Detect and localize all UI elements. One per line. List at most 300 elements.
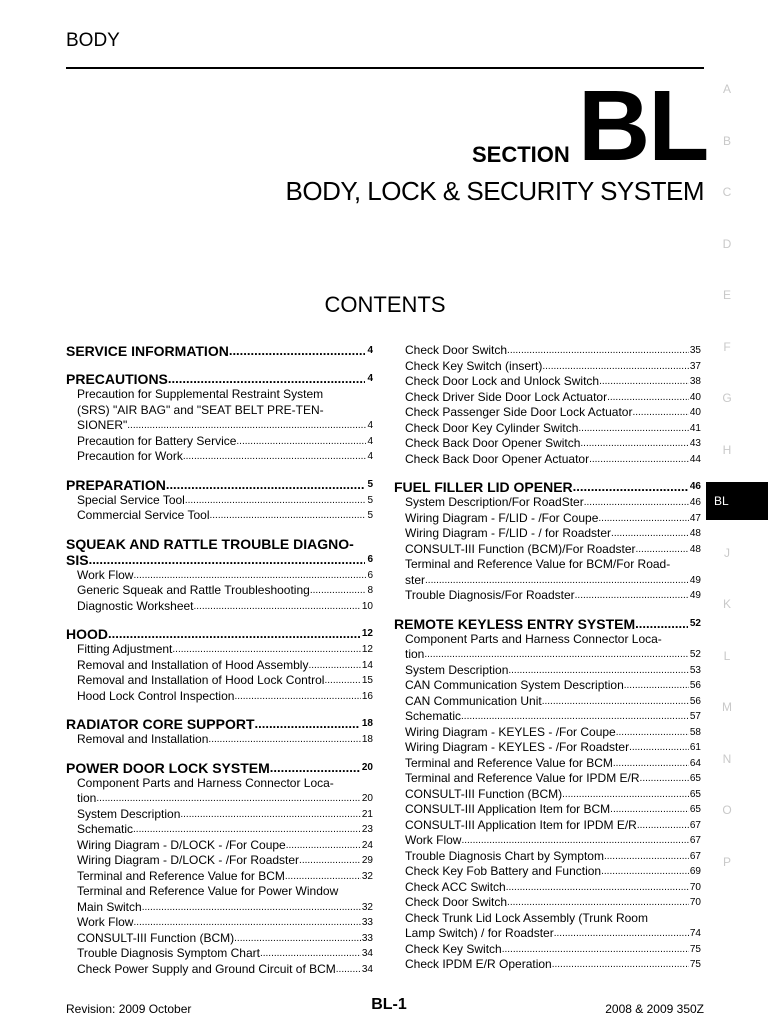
toc-item-entry[interactable] [394, 771, 701, 787]
toc-item-entry[interactable] [394, 942, 701, 958]
toc-entry-page: 16 [361, 690, 373, 702]
toc-entry-page: 35 [689, 345, 701, 356]
toc-entry-page: 69 [689, 866, 701, 877]
toc-entry-page: 24 [361, 839, 373, 851]
toc-leader-dots [635, 616, 688, 632]
toc-leader-dots [636, 542, 689, 558]
header-label: BODY [66, 30, 120, 51]
toc-leader-dots [308, 658, 360, 674]
toc-entry-page: 37 [689, 360, 701, 372]
toc-section-entry[interactable] [66, 552, 373, 568]
toc-item-entry[interactable] [394, 880, 701, 896]
section-label: SECTION [472, 142, 570, 167]
toc-item-entry[interactable] [394, 343, 701, 359]
toc-item-entry[interactable] [66, 449, 373, 465]
toc-entry-page: 20 [361, 761, 373, 773]
section-code: BL [578, 70, 708, 182]
toc-leader-dots [310, 583, 367, 599]
toc-entry-title: Check Key Fob Battery and Function [405, 864, 602, 878]
toc-entry-title: Check Power Supply and Ground Circuit of BCM [77, 961, 336, 976]
toc-entry-page: 48 [689, 543, 701, 555]
toc-entry-title: POWER DOOR LOCK SYSTEM [66, 759, 270, 776]
toc-entry-title: CONSULT-III Application Item for IPDM E/R [405, 817, 637, 832]
toc-entry-page: 40 [689, 407, 701, 418]
toc-item-entry[interactable] [394, 864, 701, 880]
toc-item-entry[interactable] [394, 833, 701, 849]
toc-leader-dots [562, 787, 689, 803]
toc-entry-title: Check Door Switch [405, 343, 508, 357]
toc-item-entry[interactable] [66, 508, 373, 524]
toc-entry-page: 34 [361, 948, 373, 959]
toc-item-entry[interactable] [394, 588, 701, 604]
toc-entry-title: Check Back Door Opener Actuator [405, 451, 590, 466]
toc-entry-page: 65 [689, 773, 701, 784]
toc-item-entry[interactable]: Check Trunk Lid Lock Assembly (Trunk Room [405, 910, 648, 925]
toc-section-entry[interactable] [66, 760, 373, 776]
toc-leader-dots [637, 818, 689, 834]
toc-leader-dots [133, 822, 361, 838]
toc-leader-dots [286, 838, 361, 854]
toc-leader-dots [640, 771, 689, 787]
toc-item-entry[interactable] [394, 957, 701, 973]
section-tab-h[interactable]: H [722, 442, 732, 457]
toc-section-entry[interactable] [394, 616, 701, 632]
toc-entry-title: Check Door Lock and Unlock Switch [405, 374, 600, 388]
toc-entry-page: 70 [689, 897, 701, 908]
toc-entry-page: 75 [689, 959, 701, 970]
toc-item-entry[interactable] [394, 725, 701, 741]
toc-leader-dots [234, 931, 361, 947]
toc-leader-dots [336, 962, 361, 978]
toc-item-entry[interactable] [66, 900, 373, 916]
toc-entry-title: Precaution for Work [77, 449, 183, 463]
toc-item-entry[interactable] [394, 849, 701, 865]
toc-entry-title: Wiring Diagram - KEYLES - /For Roadster [405, 740, 630, 754]
section-tab-f[interactable]: F [723, 339, 731, 354]
toc-leader-dots [624, 678, 689, 694]
toc-entry-title: Check Back Door Opener Switch [405, 436, 581, 450]
toc-leader-dots [234, 689, 360, 705]
toc-item-entry[interactable] [66, 583, 373, 599]
toc-item-entry[interactable] [394, 756, 701, 772]
toc-item-entry[interactable] [394, 926, 701, 942]
toc-entry-title: Wiring Diagram - D/LOCK - /For Coupe [77, 837, 286, 852]
toc-item-entry[interactable] [394, 694, 701, 710]
toc-entry-page: 5 [367, 478, 373, 490]
toc-entry-page: 4 [367, 373, 373, 384]
toc-item-entry[interactable] [394, 740, 701, 756]
toc-leader-dots [185, 493, 367, 509]
toc-entry-title: Removal and Installation of Hood Assembly [77, 657, 309, 672]
toc-entry-page: 4 [367, 451, 373, 462]
toc-item-entry[interactable] [66, 732, 373, 748]
toc-entry-title: Check Passenger Side Door Lock Actuator [405, 405, 633, 419]
toc-entry-page: 33 [361, 917, 373, 928]
section-tab-bl[interactable]: BL [706, 482, 768, 520]
toc-entry-title: Wiring Diagram - F/LID - / for Roadster [405, 526, 612, 540]
section-tab-l[interactable]: L [723, 648, 731, 663]
section-tab-d[interactable]: D [722, 236, 732, 251]
toc-entry-title: tion [405, 647, 425, 661]
toc-entry-title: Schematic [77, 822, 134, 836]
section-tab-e[interactable]: E [722, 288, 731, 302]
toc-item-entry[interactable] [394, 573, 701, 589]
toc-entry-page: 65 [689, 788, 701, 800]
section-title: BODY, LOCK & SECURITY SYSTEM [285, 176, 704, 206]
toc-leader-dots [506, 880, 689, 896]
toc-entry-page: 48 [689, 528, 701, 539]
toc-leader-dots [508, 663, 689, 679]
toc-leader-dots [589, 452, 689, 468]
toc-leader-dots [604, 849, 689, 865]
toc-leader-dots [507, 343, 689, 359]
toc-leader-dots [598, 511, 688, 527]
toc-leader-dots [580, 436, 688, 452]
toc-entry-page: 40 [689, 391, 701, 403]
toc-entry-page: 52 [689, 649, 701, 660]
toc-entry-page: 53 [689, 664, 701, 676]
toc-entry-page: 67 [689, 819, 701, 831]
toc-entry-title: CONSULT-III Function (BCM) [77, 930, 235, 945]
toc-entry-page: 64 [689, 757, 701, 769]
toc-item-entry[interactable] [394, 802, 701, 818]
toc-entry-title: SERVICE INFORMATION [66, 343, 229, 359]
toc-entry-title: Fitting Adjustment [77, 642, 173, 656]
toc-section-entry[interactable] [394, 479, 701, 495]
toc-item-entry[interactable] [66, 853, 373, 869]
toc-entry-page: 15 [361, 675, 373, 686]
toc-entry-page: 29 [361, 855, 373, 866]
toc-leader-dots [610, 802, 689, 818]
toc-entry-title: Removal and Installation of Hood Lock Control [77, 673, 325, 687]
toc-leader-dots [461, 709, 689, 725]
toc-entry-title: Check IPDM E/R Operation [405, 957, 552, 971]
toc-entry-title: Wiring Diagram - KEYLES - /For Coupe [405, 724, 616, 739]
toc-entry-title: Commercial Service Tool [77, 508, 210, 522]
toc-item-entry[interactable]: Precaution for Supplemental Restraint System [77, 387, 324, 401]
toc-item-entry[interactable] [394, 709, 701, 725]
toc-leader-dots [507, 895, 689, 911]
toc-entry-title: Work Flow [405, 833, 462, 847]
section-tab-m[interactable]: M [722, 700, 732, 714]
toc-section-entry[interactable] [66, 626, 373, 642]
toc-entry-page: 32 [361, 870, 373, 882]
toc-leader-dots [270, 760, 360, 776]
toc-leader-dots [616, 725, 689, 741]
toc-entry-page: 67 [689, 850, 701, 862]
toc-entry-title: Removal and Installation [77, 732, 209, 746]
section-tab-p[interactable]: P [722, 854, 731, 869]
toc-leader-dots [542, 694, 689, 710]
toc-item-entry[interactable]: Component Parts and Harness Connector Loca- [77, 775, 334, 790]
toc-item-entry[interactable]: Terminal and Reference Value for BCM/For Road- [405, 557, 671, 571]
toc-entry-title: Diagnostic Worksheet [77, 598, 194, 613]
toc-item-entry[interactable] [66, 658, 373, 674]
toc-item-entry[interactable] [394, 511, 701, 527]
toc-entry-title: Wiring Diagram - D/LOCK - /For Roadster [77, 853, 300, 867]
toc-entry-page: 4 [367, 420, 373, 431]
toc-entry-title: PRECAUTIONS [66, 371, 168, 387]
toc-item-entry[interactable] [66, 962, 373, 978]
toc-entry-page: 57 [689, 711, 701, 722]
toc-entry-title: tion [77, 791, 97, 805]
toc-leader-dots [584, 495, 689, 511]
toc-entry-page: 58 [689, 726, 701, 738]
toc-leader-dots [324, 673, 360, 689]
toc-entry-title: Check Key Switch (insert) [405, 358, 543, 373]
toc-entry-page: 46 [689, 497, 701, 508]
toc-entry-title: CONSULT-III Function (BCM) [405, 786, 563, 801]
toc-item-entry[interactable] [394, 895, 701, 911]
toc-entry-title: Hood Lock Control Inspection [77, 688, 235, 703]
toc-entry-title: Terminal and Reference Value for BCM [77, 868, 285, 883]
toc-entry-page: 70 [689, 881, 701, 893]
toc-item-entry[interactable] [394, 436, 701, 452]
toc-entry-page: 43 [689, 438, 701, 449]
toc-item-entry[interactable] [66, 946, 373, 962]
toc-entry-page: 56 [689, 695, 701, 707]
toc-entry-page: 12 [361, 628, 373, 639]
toc-item-entry[interactable] [66, 673, 373, 689]
section-tab-k[interactable]: K [722, 597, 731, 611]
section-tab-o[interactable]: O [722, 803, 732, 817]
toc-item-entry[interactable] [394, 818, 701, 834]
toc-leader-dots [599, 374, 689, 390]
toc-section-entry[interactable]: SQUEAK AND RATTLE TROUBLE DIAGNO- [66, 535, 354, 552]
toc-item-entry[interactable] [66, 822, 373, 838]
toc-item-entry[interactable]: (SRS) "AIR BAG" and "SEAT BELT PRE-TEN- [77, 402, 324, 417]
toc-leader-dots [183, 449, 367, 465]
toc-entry-title: System Description [405, 662, 509, 677]
toc-section-entry[interactable] [66, 371, 373, 387]
toc-leader-dots [180, 807, 361, 823]
toc-entry-page: 34 [361, 963, 373, 975]
toc-item-entry[interactable]: Terminal and Reference Value for Power Window [77, 884, 339, 898]
toc-entry-title: Check Key Switch [405, 941, 502, 956]
toc-entry-page: 56 [689, 680, 701, 691]
toc-entry-title: ster [405, 572, 426, 587]
toc-entry-title: CONSULT-III Function (BCM)/For Roadster [405, 541, 636, 556]
toc-entry-title: CAN Communication System Description [405, 678, 624, 692]
toc-entry-title: Check Door Switch [405, 895, 508, 909]
toc-item-entry[interactable] [394, 526, 701, 542]
toc-item-entry[interactable] [66, 599, 373, 615]
toc-leader-dots [552, 957, 689, 973]
toc-entry-page: 14 [361, 659, 373, 671]
section-tab-j[interactable]: J [724, 545, 730, 560]
toc-leader-dots [89, 552, 366, 568]
toc-leader-dots [601, 864, 689, 880]
toc-leader-dots [142, 900, 361, 916]
toc-leader-dots [554, 926, 689, 942]
toc-entry-page: 61 [689, 742, 701, 753]
toc-entry-page: 67 [689, 835, 701, 846]
toc-entry-title: SIS [66, 551, 89, 568]
toc-entry-title: SIONER" [77, 418, 128, 432]
toc-leader-dots [575, 588, 689, 604]
toc-entry-page: 8 [367, 585, 373, 596]
section-tab-b[interactable]: B [722, 133, 731, 148]
toc-entry-title: CAN Communication Unit [405, 693, 542, 708]
toc-leader-dots [611, 526, 689, 542]
toc-leader-dots [502, 942, 689, 958]
toc-leader-dots [208, 732, 360, 748]
toc-leader-dots [127, 418, 366, 434]
toc-item-entry[interactable] [66, 791, 373, 807]
toc-entry-title: Main Switch [77, 899, 142, 914]
toc-entry-page: 41 [689, 422, 701, 434]
toc-entry-title: System Description/For RoadSter [405, 495, 584, 509]
toc-leader-dots [425, 573, 689, 589]
toc-section-entry[interactable] [66, 343, 373, 359]
toc-leader-dots [299, 853, 361, 869]
toc-entry-title: Trouble Diagnosis Chart by Symptom [405, 848, 604, 863]
toc-entry-page: 74 [689, 928, 701, 939]
toc-entry-page: 49 [689, 590, 701, 601]
toc-item-entry[interactable] [66, 493, 373, 509]
toc-entry-title: Precaution for Battery Service [77, 433, 237, 448]
toc-leader-dots [285, 869, 361, 885]
toc-item-entry[interactable] [394, 647, 701, 663]
section-tab-g[interactable]: G [722, 391, 732, 405]
toc-entry-page: 38 [689, 376, 701, 387]
toc-entry-page: 32 [361, 901, 373, 913]
toc-leader-dots [578, 421, 688, 437]
toc-item-entry[interactable] [66, 689, 373, 705]
toc-leader-dots [255, 716, 360, 732]
toc-item-entry[interactable] [394, 542, 701, 558]
toc-entry-page: 75 [689, 943, 701, 955]
toc-entry-page: 12 [361, 644, 373, 655]
toc-entry-title: Terminal and Reference Value for BCM [405, 755, 613, 770]
toc-leader-dots [236, 434, 366, 450]
toc-leader-dots [461, 833, 688, 849]
toc-entry-title: Check ACC Switch [405, 879, 506, 894]
toc-entry-page: 6 [367, 553, 373, 565]
toc-item-entry[interactable] [394, 678, 701, 694]
contents-title: CONTENTS [324, 292, 446, 317]
toc-entry-title: Work Flow [77, 915, 134, 929]
toc-leader-dots [133, 568, 366, 584]
toc-item-entry[interactable] [394, 359, 701, 375]
toc-entry-title: Check Driver Side Door Lock Actuator [405, 389, 608, 404]
toc-item-entry[interactable] [66, 915, 373, 931]
toc-entry-title: Trouble Diagnosis Symptom Chart [77, 946, 260, 960]
toc-left-column [66, 343, 373, 977]
toc-item-entry[interactable] [394, 663, 701, 679]
toc-leader-dots [424, 647, 689, 663]
toc-leader-dots [542, 359, 689, 375]
toc-leader-dots [133, 915, 360, 931]
toc-section-entry[interactable] [66, 716, 373, 732]
toc-entry-page: 23 [361, 824, 373, 835]
toc-entry-page: 21 [361, 808, 373, 820]
toc-entry-title: PREPARATION [66, 476, 166, 493]
footer-model: 2008 & 2009 350Z [605, 1002, 704, 1016]
toc-item-entry[interactable] [394, 374, 701, 390]
toc-leader-dots [96, 791, 361, 807]
toc-item-entry[interactable]: Component Parts and Harness Connector Loca- [405, 631, 662, 646]
toc-item-entry[interactable] [66, 418, 373, 434]
toc-item-entry[interactable] [66, 807, 373, 823]
toc-entry-title: Work Flow [77, 567, 134, 582]
toc-entry-page: 65 [689, 804, 701, 815]
toc-item-entry[interactable] [394, 405, 701, 421]
toc-item-entry[interactable] [394, 390, 701, 406]
toc-leader-dots [573, 479, 688, 495]
footer-page-id: BL-1 [371, 996, 407, 1013]
toc-leader-dots [172, 642, 360, 658]
toc-entry-page: 18 [361, 734, 373, 745]
toc-item-entry[interactable] [394, 787, 701, 803]
toc-item-entry[interactable] [394, 421, 701, 437]
toc-entry-title: RADIATOR CORE SUPPORT [66, 716, 255, 732]
toc-entry-title: Wiring Diagram - F/LID - /For Coupe [405, 510, 599, 525]
toc-entry-page: 47 [689, 512, 701, 524]
toc-entry-page: 44 [689, 453, 701, 465]
toc-entry-title: System Description [77, 806, 181, 821]
toc-entry-title: CONSULT-III Application Item for BCM [405, 802, 611, 816]
toc-entry-title: HOOD [66, 626, 108, 642]
footer-revision: Revision: 2009 October [66, 1002, 192, 1016]
toc-entry-page: 4 [367, 345, 373, 356]
toc-entry-page: 6 [367, 569, 373, 581]
toc-item-entry[interactable] [66, 931, 373, 947]
toc-entry-title: Check Door Key Cylinder Switch [405, 420, 579, 435]
toc-entry-page: 49 [689, 574, 701, 586]
toc-item-entry[interactable] [66, 869, 373, 885]
toc-leader-dots [210, 508, 367, 524]
toc-right-column [394, 343, 701, 973]
toc-leader-dots [632, 405, 688, 421]
toc-entry-page: 46 [689, 481, 701, 492]
toc-entry-page: 52 [689, 617, 701, 629]
toc-leader-dots [607, 390, 689, 406]
toc-leader-dots [108, 626, 360, 642]
toc-entry-title: REMOTE KEYLESS ENTRY SYSTEM [394, 615, 636, 632]
toc-leader-dots [168, 371, 366, 387]
toc-item-entry[interactable] [66, 568, 373, 584]
toc-entry-page: 20 [361, 793, 373, 804]
toc-entry-title: Lamp Switch) / for Roadster [405, 926, 554, 940]
toc-entry-title: Special Service Tool [77, 492, 185, 507]
toc-leader-dots [613, 756, 689, 772]
toc-entry-page: 4 [367, 435, 373, 447]
section-tab-n[interactable]: N [722, 751, 732, 766]
toc-item-entry[interactable] [394, 495, 701, 511]
toc-entry-page: 5 [367, 494, 373, 506]
toc-entry-title: Trouble Diagnosis/For Roadster [405, 588, 575, 602]
toc-entry-page: 10 [361, 600, 373, 612]
toc-item-entry[interactable] [394, 452, 701, 468]
toc-item-entry[interactable] [66, 838, 373, 854]
toc-entry-title: Schematic [405, 709, 462, 723]
section-tab-a[interactable]: A [722, 82, 731, 96]
toc-leader-dots [229, 343, 366, 359]
toc-entry-title: FUEL FILLER LID OPENER [394, 479, 573, 495]
toc-leader-dots [260, 946, 361, 962]
header-rule [66, 67, 704, 69]
toc-entry-page: 5 [367, 510, 373, 521]
toc-entry-page: 18 [361, 718, 373, 729]
toc-leader-dots [629, 740, 689, 756]
toc-section-entry[interactable] [66, 477, 373, 493]
section-tab-c[interactable]: C [722, 185, 732, 199]
toc-leader-dots [166, 477, 366, 493]
toc-item-entry[interactable] [66, 642, 373, 658]
toc-entry-title: Generic Squeak and Rattle Troubleshooting [77, 583, 310, 597]
toc-item-entry[interactable] [66, 434, 373, 450]
